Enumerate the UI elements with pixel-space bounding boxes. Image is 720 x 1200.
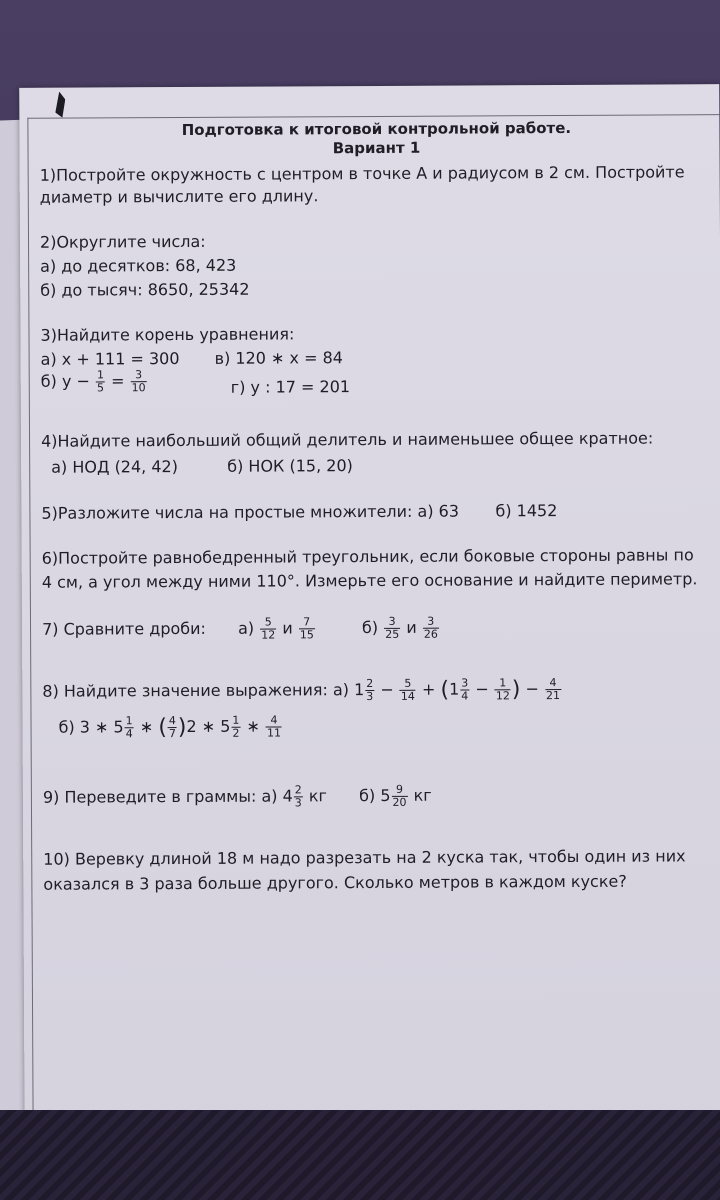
fraction: $\frac{9}{20}$ <box>392 782 407 809</box>
task5-b: б) 1452 <box>495 501 558 521</box>
task9-title: 9) Переведите в граммы: а) 4 <box>42 786 293 807</box>
task5-text: 5)Разложите числа на простые множители: а) 63 <box>41 501 460 523</box>
task2-b: б) до тысяч: 8650, 25342 <box>40 279 250 300</box>
fraction: $\frac{4}{11}$ <box>267 713 282 740</box>
task1-line2: диаметр и вычислите его длину. <box>39 186 319 207</box>
fraction: $\frac{1}{2}$ <box>232 713 240 740</box>
task3-title: 3)Найдите корень уравнения: <box>40 324 295 345</box>
background-fabric <box>0 1110 720 1200</box>
task1-line1: 1)Постройте окружность с центром в точке А и радиусом в 2 см. Постройте <box>39 162 685 185</box>
task3-a: а) х + 111 = 300 <box>40 349 180 369</box>
task7-title: 7) Сравните дроби: <box>41 618 206 639</box>
task3-g: г) у : 17 = 201 <box>230 377 351 397</box>
fraction: $\frac{1}{5}$ <box>96 368 105 395</box>
task4-title: 4)Найдите наибольший общий делитель и наименьшее общее кратное: <box>41 428 654 451</box>
torn-corner <box>55 92 65 118</box>
fraction: $\frac{1}{4}$ <box>125 714 133 741</box>
fraction: $\frac{3}{4}$ <box>461 676 469 703</box>
task6-line2: 4 см, а угол между ними 110°. Измерьте его основание и найдите периметр. <box>41 569 698 592</box>
task9: 9) Переведите в граммы: а) 4 $\frac{2}{3}$ кг б) 5 $\frac{9}{20}$ кг <box>42 782 432 810</box>
fraction: $\frac{3}{10}$ <box>131 368 146 395</box>
fraction: $\frac{3}{25}$ <box>385 614 400 641</box>
task3-v: в) 120 ∗ х = 84 <box>214 348 343 368</box>
fraction: $\frac{4}{21}$ <box>546 676 561 703</box>
fraction: $\frac{3}{26}$ <box>423 614 438 641</box>
fraction: $\frac{7}{15}$ <box>299 615 314 642</box>
task3-b-prefix: б) у − <box>40 371 90 391</box>
fraction: $\frac{5}{14}$ <box>400 676 415 703</box>
worksheet-content <box>33 118 719 894</box>
task4-b: б) НОК (15, 20) <box>227 456 353 476</box>
task8-title: 8) Найдите значение выражения: а) <box>42 680 350 701</box>
task2-title: 2)Округлите числа: <box>39 231 206 252</box>
fraction: $\frac{2}{3}$ <box>294 783 302 810</box>
task8-b: б) 3 ∗ 5 $\frac{1}{4}$ ∗ ( $\frac{4}{7}$ )2 ∗ 5 $\frac{1}{2}$ ∗ $\frac{4}{11}$ <box>58 713 282 741</box>
task4-a: а) НОД (24, 42) <box>51 457 178 477</box>
variant-label: Вариант 1 <box>332 138 421 158</box>
task2-a: а) до десятков: 68, 423 <box>40 255 237 276</box>
task10-line2: оказался в 3 раза больше другого. Сколько метров в каждом куске? <box>43 871 627 894</box>
worksheet-title: Подготовка к итоговой контрольной работе. <box>181 118 572 139</box>
task7: 7) Сравните дроби: а) $\frac{5}{12}$ и $\frac{7}{15}$ б) $\frac{3}{25}$ и $\frac{3}{26}$ <box>41 614 438 642</box>
fraction: $\frac{4}{7}$ <box>168 714 176 741</box>
task3-b: б) у − $\frac{1}{5}$ = $\frac{3}{10}$ <box>40 368 146 395</box>
task8-a: 8) Найдите значение выражения: а) 1 $\frac{2}{3}$ − $\frac{5}{14}$ + (1 $\frac{3}{4}$ − $\frac{1}{12}$ ) − $\frac{4}{21}$ <box>42 676 561 704</box>
task6-line1: 6)Постройте равнобедренный треугольник, если боковые стороны равны по <box>41 545 694 568</box>
fraction: $\frac{5}{12}$ <box>261 615 276 642</box>
fraction: $\frac{1}{12}$ <box>495 676 510 703</box>
task10-line1: 10) Веревку длиной 18 м надо разрезать на 2 куска так, чтобы один из них <box>43 846 686 869</box>
fraction: $\frac{2}{3}$ <box>366 676 374 704</box>
worksheet-paper <box>19 84 720 1156</box>
